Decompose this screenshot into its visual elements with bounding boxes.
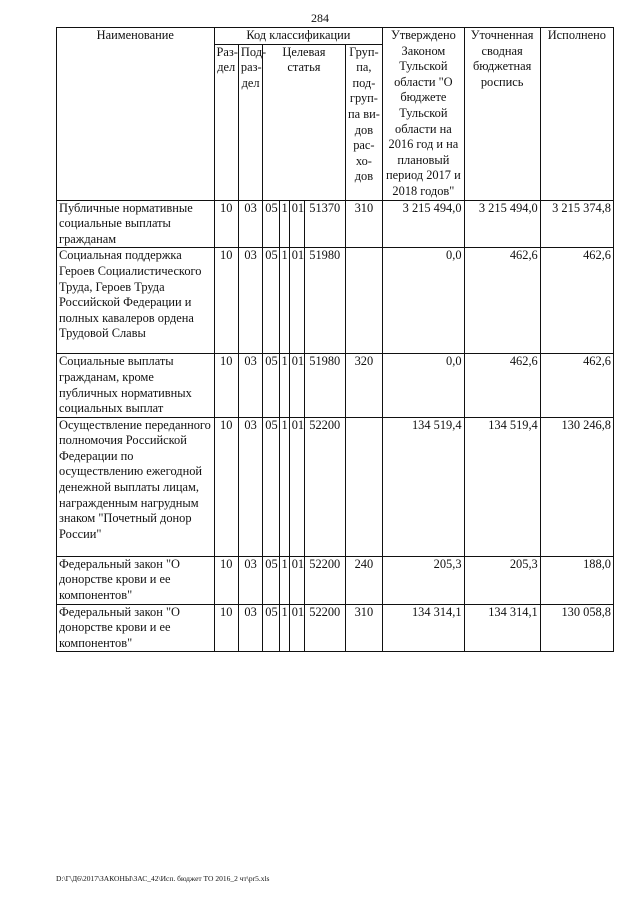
- cell-subsection: 03: [238, 604, 262, 652]
- cell-t3: 01: [289, 417, 304, 556]
- cell-refined: 205,3: [464, 556, 540, 604]
- cell-name: Федеральный закон "О донорстве крови и ее компонентов": [57, 604, 215, 652]
- cell-t4: 51980: [304, 248, 345, 354]
- cell-subsection: 03: [238, 417, 262, 556]
- budget-table: [56, 27, 614, 652]
- cell-refined: 462,6: [464, 354, 540, 417]
- cell-group: 310: [345, 604, 383, 652]
- table-row: [57, 556, 614, 604]
- header-executed: Исполнено: [540, 28, 613, 201]
- header-name: Наименование: [57, 28, 215, 201]
- table-row: [57, 604, 614, 652]
- cell-group: [345, 248, 383, 354]
- cell-group: 310: [345, 200, 383, 248]
- cell-t2: 1: [279, 354, 289, 417]
- cell-group: [345, 417, 383, 556]
- cell-t4: 51370: [304, 200, 345, 248]
- cell-approved: 205,3: [383, 556, 464, 604]
- cell-approved: 134 314,1: [383, 604, 464, 652]
- cell-name: Социальные выплаты гражданам, кроме публичных нормативных социальных выплат: [57, 354, 215, 417]
- cell-executed: 130 246,8: [540, 417, 613, 556]
- cell-t4: 52200: [304, 417, 345, 556]
- cell-approved: 3 215 494,0: [383, 200, 464, 248]
- cell-section: 10: [214, 354, 238, 417]
- cell-t2: 1: [279, 556, 289, 604]
- header-expense-group: Груп-па, под-груп-па ви-дов рас-хо-дов: [345, 44, 383, 200]
- cell-executed: 130 058,8: [540, 604, 613, 652]
- cell-approved: 134 519,4: [383, 417, 464, 556]
- cell-section: 10: [214, 248, 238, 354]
- cell-subsection: 03: [238, 354, 262, 417]
- cell-refined: 134 314,1: [464, 604, 540, 652]
- cell-t1: 05: [263, 604, 279, 652]
- header-section: Раз-дел: [214, 44, 238, 200]
- cell-section: 10: [214, 556, 238, 604]
- cell-approved: 0,0: [383, 248, 464, 354]
- cell-executed: 462,6: [540, 248, 613, 354]
- cell-executed: 188,0: [540, 556, 613, 604]
- cell-refined: 134 519,4: [464, 417, 540, 556]
- table-row: [57, 248, 614, 354]
- header-approved: Утверждено Законом Тульской области "О бюджете Тульской области на 2016 год и на плановый период 2017 и 2018 годов": [383, 28, 464, 201]
- cell-t4: 51980: [304, 354, 345, 417]
- cell-section: 10: [214, 604, 238, 652]
- cell-refined: 3 215 494,0: [464, 200, 540, 248]
- cell-t1: 05: [263, 248, 279, 354]
- table-row: [57, 417, 614, 556]
- page-number: 284: [311, 11, 329, 25]
- cell-t3: 01: [289, 200, 304, 248]
- cell-t2: 1: [279, 604, 289, 652]
- cell-t2: 1: [279, 200, 289, 248]
- cell-t4: 52200: [304, 556, 345, 604]
- cell-t4: 52200: [304, 604, 345, 652]
- cell-group: 240: [345, 556, 383, 604]
- header-refined: Уточненная сводная бюджетная роспись: [464, 28, 540, 201]
- cell-executed: 462,6: [540, 354, 613, 417]
- cell-section: 10: [214, 200, 238, 248]
- table-row: [57, 354, 614, 417]
- header-code-group: Код классификации: [214, 28, 383, 45]
- cell-t2: 1: [279, 248, 289, 354]
- cell-executed: 3 215 374,8: [540, 200, 613, 248]
- file-path-footer: D:\Г\Д6\2017\ЗАКОНЫ\ЗАС_42\Исп. бюджет ТО 2016_2 чт\pr5.xls: [56, 874, 270, 883]
- table-row: [57, 200, 614, 248]
- cell-t1: 05: [263, 556, 279, 604]
- cell-approved: 0,0: [383, 354, 464, 417]
- cell-subsection: 03: [238, 556, 262, 604]
- header-subsection: Под-раз-дел: [238, 44, 262, 200]
- cell-section: 10: [214, 417, 238, 556]
- cell-t1: 05: [263, 417, 279, 556]
- cell-t3: 01: [289, 354, 304, 417]
- cell-t1: 05: [263, 200, 279, 248]
- cell-name: Осуществление переданного полномочия Российской Федерации по осуществлению ежегодной денежной выплаты лицам, награжденным нагрудным знаком "Почетный донор России": [57, 417, 215, 556]
- cell-subsection: 03: [238, 248, 262, 354]
- cell-t1: 05: [263, 354, 279, 417]
- cell-subsection: 03: [238, 200, 262, 248]
- cell-name: Федеральный закон "О донорстве крови и ее компонентов": [57, 556, 215, 604]
- cell-name: Публичные нормативные социальные выплаты гражданам: [57, 200, 215, 248]
- cell-t3: 01: [289, 604, 304, 652]
- cell-t3: 01: [289, 556, 304, 604]
- header-target-article: Целевая статья: [263, 44, 345, 200]
- cell-t2: 1: [279, 417, 289, 556]
- cell-t3: 01: [289, 248, 304, 354]
- cell-group: 320: [345, 354, 383, 417]
- cell-refined: 462,6: [464, 248, 540, 354]
- cell-name: Социальная поддержка Героев Социалистического Труда, Героев Труда Российской Федерации и полных кавалеров ордена Трудовой Славы: [57, 248, 215, 354]
